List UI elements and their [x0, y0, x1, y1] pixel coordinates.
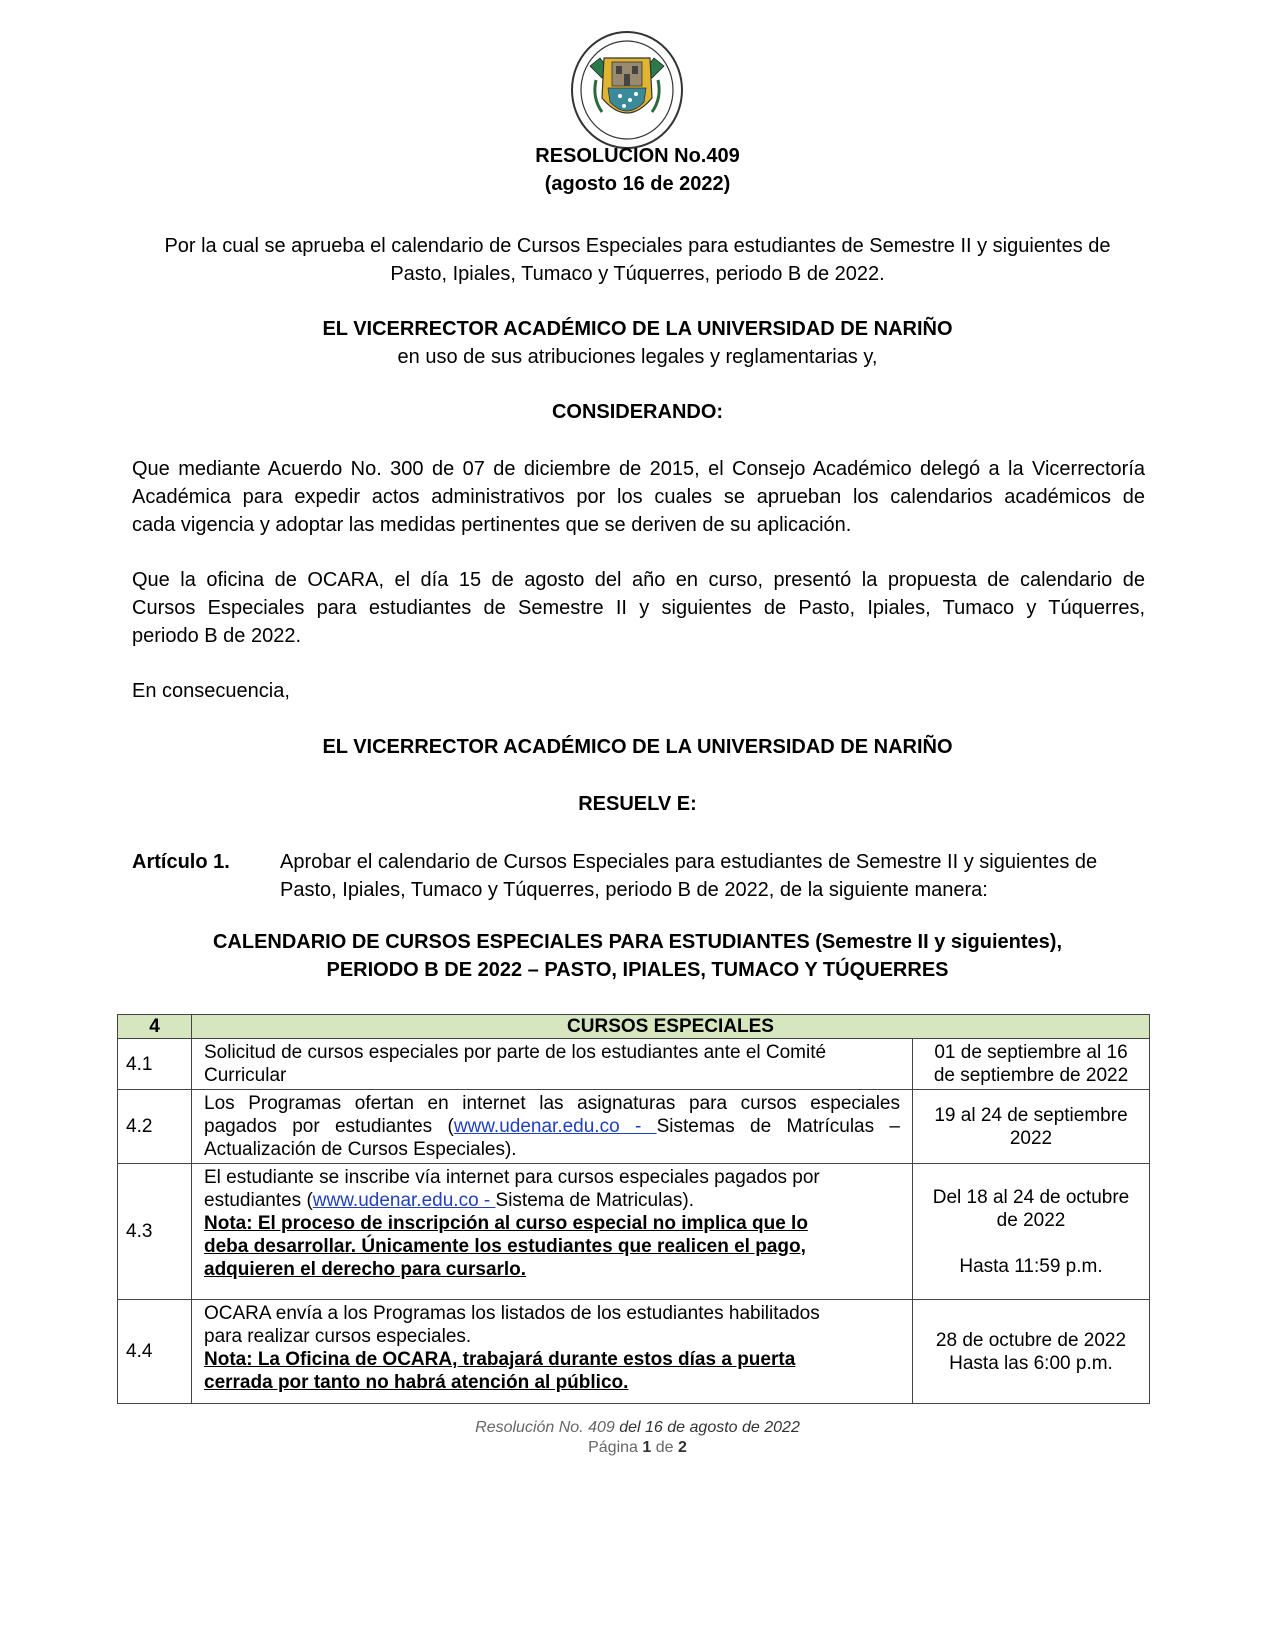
- consequence-text: En consecuencia,: [132, 680, 290, 702]
- note-line: adquieren el derecho para cursarlo.: [204, 1259, 527, 1280]
- table-row: [118, 1039, 1150, 1090]
- udenar-link[interactable]: www.udenar.edu.co -: [453, 1116, 657, 1137]
- article-text: [280, 848, 1145, 904]
- table-row: [118, 1164, 1150, 1300]
- footer-ref-number: Resolución No. 409: [475, 1419, 615, 1436]
- note-line: Nota: El proceso de inscripción al curso especial no implica que lo: [204, 1213, 808, 1234]
- description-line: Solicitud de cursos especiales por parte de los estudiantes ante el Comité: [204, 1042, 827, 1063]
- date-line: Hasta las 6:00 p.m.: [949, 1352, 1113, 1374]
- row-number: 4.3: [118, 1164, 192, 1300]
- row-number: 4.2: [118, 1090, 192, 1164]
- article-line: Pasto, Ipiales, Tumaco y Túquerres, periodo B de 2022, de la siguiente manera:: [280, 879, 988, 901]
- table-header-title: CURSOS ESPECIALES: [192, 1015, 1150, 1039]
- description-line: para realizar cursos especiales.: [204, 1326, 472, 1347]
- purpose-line-1: Por la cual se aprueba el calendario de Cursos Especiales para estudiantes de Semestre II y siguientes de: [164, 235, 1111, 257]
- purpose-line-2: Pasto, Ipiales, Tumaco y Túquerres, periodo B de 2022.: [390, 263, 885, 285]
- page-current: 1: [642, 1439, 652, 1456]
- authority-heading: EL VICERRECTOR ACADÉMICO DE LA UNIVERSIDAD DE NARIÑO: [322, 318, 953, 340]
- date-line: de septiembre de 2022: [933, 1065, 1129, 1086]
- note-line: Nota: La Oficina de OCARA, trabajará durante estos días a puerta: [204, 1349, 796, 1370]
- description-line: [204, 1115, 900, 1138]
- date-line: 28 de octubre de 2022: [935, 1329, 1127, 1351]
- footer-ref-date: del 16 de agosto de 2022: [619, 1419, 800, 1436]
- row-date: [913, 1090, 1150, 1164]
- resolution-date: (agosto 16 de 2022): [544, 173, 731, 195]
- resuelve-heading: RESUELV E:: [578, 793, 697, 815]
- paragraph-line: Que mediante Acuerdo No. 300 de 07 de diciembre de 2015, el Consejo Académico delegó a la Vicerrectoría: [132, 458, 1145, 480]
- row-date: [913, 1039, 1150, 1090]
- paragraph-line: periodo B de 2022.: [132, 625, 302, 647]
- resolve-authority-heading: EL VICERRECTOR ACADÉMICO DE LA UNIVERSIDAD DE NARIÑO: [322, 736, 953, 758]
- of-word: de: [655, 1439, 674, 1456]
- date-line: Hasta 11:59 p.m.: [959, 1255, 1103, 1277]
- date-line: 01 de septiembre al 16: [934, 1042, 1128, 1063]
- description-line: [204, 1189, 900, 1212]
- university-seal-logo: [568, 28, 686, 158]
- authority-subheading: en uso de sus atribuciones legales y reglamentarias y,: [397, 346, 878, 368]
- table-row: [118, 1090, 1150, 1164]
- considerando-heading: CONSIDERANDO:: [551, 401, 724, 423]
- description-text: estudiantes (: [204, 1190, 313, 1211]
- consideration-paragraph-1: [132, 455, 1145, 539]
- description-line: El estudiante se inscribe vía internet para cursos especiales pagados por: [204, 1167, 820, 1188]
- description-text: pagados por estudiantes (: [204, 1116, 454, 1137]
- consideration-paragraph-2: [132, 566, 1145, 650]
- calendar-table: [117, 1014, 1150, 1404]
- date-line: Del 18 al 24 de octubre: [932, 1186, 1130, 1208]
- description-line: Actualización de Cursos Especiales).: [204, 1139, 517, 1160]
- udenar-link[interactable]: www.udenar.edu.co -: [312, 1190, 496, 1211]
- date-line: 2022: [1009, 1127, 1053, 1149]
- row-description: [192, 1090, 913, 1164]
- page-total: 2: [677, 1439, 687, 1456]
- table-header-row: [118, 1015, 1150, 1039]
- row-description: [192, 1300, 913, 1404]
- note-line: cerrada por tanto no habrá atención al público.: [204, 1372, 629, 1393]
- date-line: de 2022: [996, 1209, 1066, 1231]
- calendar-title-line-1: CALENDARIO DE CURSOS ESPECIALES PARA ESTUDIANTES (Semestre II y siguientes),: [212, 931, 1063, 953]
- paragraph-line: Académica para expedir actos administrativos por los cuales se aprueban los calendarios académicos de: [132, 486, 1145, 508]
- row-number: 4.1: [118, 1039, 192, 1090]
- row-number: 4.4: [118, 1300, 192, 1404]
- article-label: Artículo 1.: [132, 851, 230, 873]
- row-description: [192, 1039, 913, 1090]
- row-description: [192, 1164, 913, 1300]
- footer-resolution-ref: [130, 1418, 1145, 1438]
- table-header-num: 4: [118, 1015, 192, 1039]
- description-text: Sistema de Matriculas).: [495, 1190, 695, 1211]
- resolution-title: RESOLUCION No.409: [535, 145, 740, 167]
- article-line: Aprobar el calendario de Cursos Especiales para estudiantes de Semestre II y siguientes de: [280, 851, 1098, 873]
- paragraph-line: cada vigencia y adoptar las medidas pertinentes que se deriven de su aplicación.: [132, 514, 852, 536]
- footer-page-number: [130, 1438, 1145, 1458]
- description-text: Sistemas de Matrículas –: [656, 1116, 900, 1137]
- row-date: [913, 1300, 1150, 1404]
- calendar-title-line-2: PERIODO B DE 2022 – PASTO, IPIALES, TUMACO Y TÚQUERRES: [326, 959, 949, 981]
- page-word: Página: [588, 1439, 638, 1456]
- note-line: deba desarrollar. Únicamente los estudiantes que realicen el pago,: [204, 1236, 806, 1257]
- row-date: [913, 1164, 1150, 1300]
- table-row: [118, 1300, 1150, 1404]
- paragraph-line: Que la oficina de OCARA, el día 15 de agosto del año en curso, presentó la propuesta de calendario de: [132, 569, 1145, 591]
- date-line: 19 al 24 de septiembre: [934, 1104, 1128, 1126]
- description-line: Los Programas ofertan en internet las asignaturas para cursos especiales: [204, 1093, 900, 1114]
- description-line: Curricular: [204, 1065, 287, 1086]
- paragraph-line: Cursos Especiales para estudiantes de Semestre II y siguientes de Pasto, Ipiales, Tumaco y Túquerres,: [132, 597, 1145, 619]
- description-line: OCARA envía a los Programas los listados de los estudiantes habilitados: [204, 1303, 820, 1324]
